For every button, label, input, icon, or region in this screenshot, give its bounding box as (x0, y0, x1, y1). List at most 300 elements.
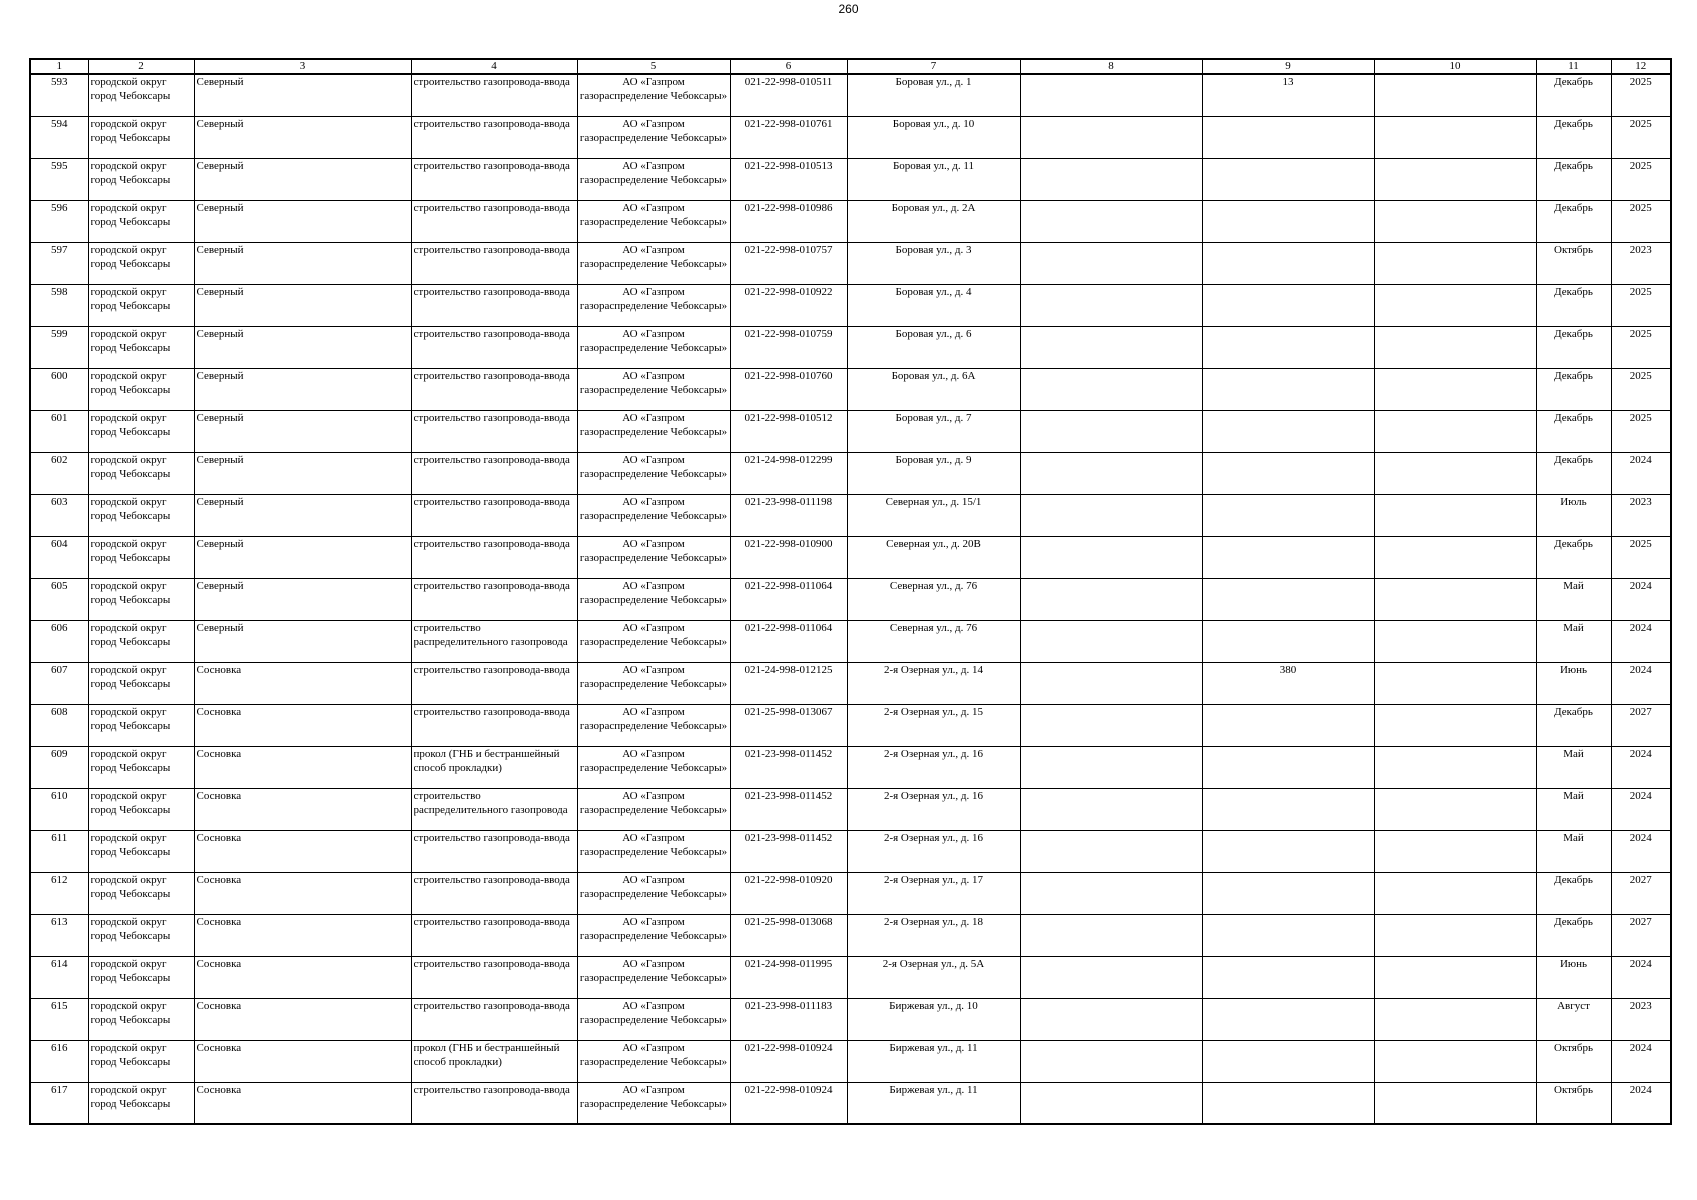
area-cell-text: Сосновка (196, 789, 242, 802)
code-cell-text: 021-22-998-010900 (744, 537, 833, 550)
month-cell (1536, 956, 1611, 998)
table-row (30, 914, 1671, 956)
area-cell-text: Северный (196, 159, 244, 172)
month-cell-text: Октябрь (1554, 1083, 1593, 1096)
organization-cell (577, 620, 730, 662)
column-10-cell (1374, 578, 1536, 620)
address-cell (847, 200, 1020, 242)
table-row (30, 284, 1671, 326)
row-number (30, 326, 88, 368)
work-type-cell (411, 536, 577, 578)
work-type-cell (411, 494, 577, 536)
column-9-cell (1202, 200, 1374, 242)
code-cell (730, 116, 847, 158)
organization-cell (577, 914, 730, 956)
row-number (30, 158, 88, 200)
month-cell-text: Декабрь (1554, 873, 1593, 886)
year-cell-text: 2023 (1629, 495, 1652, 508)
column-10-cell (1374, 158, 1536, 200)
month-cell-text: Май (1563, 831, 1584, 844)
table-row (30, 410, 1671, 452)
address-cell-text: Боровая ул., д. 4 (895, 285, 972, 298)
code-cell-text: 021-23-998-011452 (744, 747, 833, 760)
code-cell-text: 021-23-998-011452 (744, 789, 833, 802)
table-row (30, 200, 1671, 242)
code-cell-text: 021-23-998-011198 (744, 495, 833, 508)
address-cell-text: Боровая ул., д. 3 (895, 243, 972, 256)
work-type-cell-text: строительство газопровода-ввода (413, 957, 570, 970)
organization-cell (577, 368, 730, 410)
year-cell (1611, 1040, 1671, 1082)
year-cell (1611, 368, 1671, 410)
column-10-cell (1374, 830, 1536, 872)
district-cell (88, 704, 194, 746)
organization-cell (577, 956, 730, 998)
year-cell-text: 2027 (1629, 915, 1652, 928)
year-cell-text: 2023 (1629, 999, 1652, 1012)
row-number-text: 613 (51, 915, 68, 928)
month-cell (1536, 116, 1611, 158)
organization-cell-text: АО «Газпром газораспределение Чебоксары» (579, 285, 728, 312)
code-cell (730, 1082, 847, 1124)
organization-cell (577, 662, 730, 704)
area-cell-text: Сосновка (196, 663, 242, 676)
year-cell-text: 2024 (1629, 453, 1652, 466)
month-cell-text: Июль (1560, 495, 1587, 508)
district-cell (88, 452, 194, 494)
work-type-cell (411, 956, 577, 998)
year-cell (1611, 1082, 1671, 1124)
year-cell (1611, 536, 1671, 578)
month-cell (1536, 788, 1611, 830)
column-10-cell (1374, 74, 1536, 116)
district-cell-text: городской округ город Чебоксары (90, 915, 171, 942)
address-cell (847, 158, 1020, 200)
column-8-cell (1020, 704, 1202, 746)
address-cell-text: Северная ул., д. 20В (886, 537, 981, 550)
work-type-cell-text: строительство газопровода-ввода (413, 159, 570, 172)
area-cell (194, 242, 411, 284)
organization-cell-text: АО «Газпром газораспределение Чебоксары» (579, 411, 728, 438)
table-row (30, 242, 1671, 284)
district-cell-text: городской округ город Чебоксары (90, 327, 171, 354)
year-cell-text: 2025 (1629, 327, 1652, 340)
district-cell-text: городской округ город Чебоксары (90, 663, 171, 690)
district-cell-text: городской округ город Чебоксары (90, 453, 171, 480)
work-type-cell (411, 662, 577, 704)
row-number (30, 662, 88, 704)
month-cell (1536, 746, 1611, 788)
district-cell (88, 662, 194, 704)
column-header: 12 (1611, 59, 1671, 74)
area-cell-text: Северный (196, 76, 244, 88)
organization-cell (577, 746, 730, 788)
column-10-cell (1374, 914, 1536, 956)
column-9-cell (1202, 326, 1374, 368)
organization-cell-text: АО «Газпром газораспределение Чебоксары» (579, 999, 728, 1026)
month-cell (1536, 494, 1611, 536)
column-8-cell (1020, 452, 1202, 494)
organization-cell (577, 452, 730, 494)
area-cell-text: Сосновка (196, 831, 242, 844)
row-number-text: 611 (51, 831, 68, 844)
year-cell-text: 2024 (1629, 663, 1652, 676)
work-type-cell (411, 914, 577, 956)
year-cell-text: 2024 (1629, 1083, 1652, 1096)
district-cell-text: городской округ город Чебоксары (90, 369, 171, 396)
address-cell-text: 2-я Озерная ул., д. 15 (883, 705, 984, 718)
column-10-cell (1374, 788, 1536, 830)
area-cell-text: Северный (196, 243, 244, 256)
column-9-cell (1202, 956, 1374, 998)
month-cell (1536, 74, 1611, 116)
year-cell-text: 2024 (1629, 621, 1652, 634)
year-cell (1611, 998, 1671, 1040)
district-cell (88, 242, 194, 284)
work-type-cell (411, 620, 577, 662)
area-cell-text: Сосновка (196, 1041, 242, 1054)
work-type-cell (411, 788, 577, 830)
table-row (30, 158, 1671, 200)
table-row (30, 704, 1671, 746)
work-type-cell (411, 368, 577, 410)
column-10-cell (1374, 662, 1536, 704)
address-cell-text: Северная ул., д. 76 (889, 579, 978, 592)
organization-cell-text: АО «Газпром газораспределение Чебоксары» (579, 579, 728, 606)
column-8-cell (1020, 620, 1202, 662)
work-type-cell (411, 872, 577, 914)
district-cell (88, 410, 194, 452)
district-cell-text: городской округ город Чебоксары (90, 76, 171, 102)
column-10-cell (1374, 410, 1536, 452)
column-9-cell (1202, 116, 1374, 158)
column-9-cell (1202, 74, 1374, 116)
table-row (30, 74, 1671, 116)
column-10-cell (1374, 998, 1536, 1040)
district-cell-text: городской округ город Чебоксары (90, 999, 171, 1026)
year-cell (1611, 662, 1671, 704)
work-type-cell (411, 242, 577, 284)
district-cell (88, 956, 194, 998)
code-cell (730, 1040, 847, 1082)
work-type-cell-text: строительство газопровода-ввода (413, 915, 570, 928)
year-cell (1611, 872, 1671, 914)
table-row (30, 662, 1671, 704)
column-10-cell (1374, 1040, 1536, 1082)
work-type-cell (411, 998, 577, 1040)
district-cell-text: городской округ город Чебоксары (90, 285, 171, 312)
row-number-text: 607 (51, 663, 68, 676)
month-cell-text: Октябрь (1554, 243, 1593, 256)
column-10-cell (1374, 872, 1536, 914)
address-cell-text: 2-я Озерная ул., д. 18 (883, 915, 984, 928)
column-8-cell (1020, 242, 1202, 284)
row-number-text: 603 (51, 495, 68, 508)
code-cell-text: 021-25-998-013067 (744, 705, 833, 718)
district-cell-text: городской округ город Чебоксары (90, 831, 171, 858)
table-row (30, 788, 1671, 830)
address-cell (847, 494, 1020, 536)
month-cell-text: Май (1563, 789, 1584, 802)
column-9-cell (1202, 1082, 1374, 1124)
year-cell-text: 2024 (1629, 957, 1652, 970)
month-cell-text: Май (1563, 621, 1584, 634)
work-type-cell-text: строительство газопровода-ввода (413, 243, 570, 256)
month-cell-text: Август (1557, 999, 1590, 1012)
code-cell (730, 536, 847, 578)
work-type-cell-text: строительство газопровода-ввода (413, 369, 570, 382)
column-9-cell (1202, 1040, 1374, 1082)
row-number-text: 602 (51, 453, 68, 466)
code-cell-text: 021-25-998-013068 (744, 915, 833, 928)
row-number (30, 914, 88, 956)
month-cell-text: Декабрь (1554, 201, 1593, 214)
row-number (30, 284, 88, 326)
district-cell (88, 830, 194, 872)
district-cell-text: городской округ город Чебоксары (90, 495, 171, 522)
column-10-cell (1374, 746, 1536, 788)
district-cell-text: городской округ город Чебоксары (90, 1041, 171, 1068)
work-type-cell-text: строительство газопровода-ввода (413, 285, 570, 298)
row-number-text: 615 (51, 999, 68, 1012)
organization-cell-text: АО «Газпром газораспределение Чебоксары» (579, 495, 728, 522)
work-type-cell-text: строительство газопровода-ввода (413, 1083, 570, 1096)
work-type-cell (411, 704, 577, 746)
work-type-cell (411, 410, 577, 452)
district-cell (88, 536, 194, 578)
area-cell (194, 494, 411, 536)
work-type-cell (411, 326, 577, 368)
column-8-cell (1020, 368, 1202, 410)
organization-cell (577, 326, 730, 368)
organization-cell (577, 242, 730, 284)
code-cell-text: 021-22-998-010924 (744, 1083, 833, 1096)
district-cell (88, 284, 194, 326)
organization-cell-text: АО «Газпром газораспределение Чебоксары» (579, 159, 728, 186)
district-cell (88, 998, 194, 1040)
district-cell (88, 578, 194, 620)
address-cell (847, 284, 1020, 326)
district-cell (88, 74, 194, 116)
address-cell (847, 410, 1020, 452)
address-cell (847, 746, 1020, 788)
area-cell-text: Северный (196, 579, 244, 592)
code-cell (730, 284, 847, 326)
column-9-cell (1202, 998, 1374, 1040)
code-cell-text: 021-22-998-010512 (744, 411, 833, 424)
area-cell (194, 452, 411, 494)
organization-cell (577, 1040, 730, 1082)
row-number (30, 998, 88, 1040)
column-10-cell (1374, 1082, 1536, 1124)
row-number (30, 536, 88, 578)
row-number-text: 595 (51, 159, 68, 172)
address-cell (847, 872, 1020, 914)
address-cell-text: 2-я Озерная ул., д. 16 (883, 747, 984, 760)
year-cell (1611, 914, 1671, 956)
year-cell (1611, 578, 1671, 620)
column-header: 7 (847, 59, 1020, 74)
address-cell (847, 1082, 1020, 1124)
code-cell-text: 021-22-998-010757 (744, 243, 833, 256)
column-10-cell (1374, 200, 1536, 242)
work-type-cell (411, 830, 577, 872)
area-cell-text: Северный (196, 537, 244, 550)
month-cell-text: Декабрь (1554, 705, 1593, 718)
area-cell (194, 872, 411, 914)
column-9-cell (1202, 158, 1374, 200)
code-cell-text: 021-22-998-010759 (744, 327, 833, 340)
organization-cell (577, 410, 730, 452)
code-cell-text: 021-24-998-011995 (744, 957, 833, 970)
table-row (30, 956, 1671, 998)
column-10-cell (1374, 536, 1536, 578)
row-number (30, 704, 88, 746)
month-cell (1536, 578, 1611, 620)
organization-cell-text: АО «Газпром газораспределение Чебоксары» (579, 957, 728, 984)
area-cell-text: Северный (196, 201, 244, 214)
district-cell-text: городской округ город Чебоксары (90, 201, 171, 228)
district-cell (88, 872, 194, 914)
page-number: 260 (838, 2, 859, 16)
year-cell-text: 2024 (1629, 789, 1652, 802)
organization-cell-text: АО «Газпром газораспределение Чебоксары» (579, 327, 728, 354)
address-cell-text: Боровая ул., д. 11 (892, 159, 974, 172)
code-cell (730, 578, 847, 620)
month-cell (1536, 1040, 1611, 1082)
organization-cell-text: АО «Газпром газораспределение Чебоксары» (579, 915, 728, 942)
area-cell (194, 1082, 411, 1124)
organization-cell-text: АО «Газпром газораспределение Чебоксары» (579, 117, 728, 144)
table-row (30, 746, 1671, 788)
code-cell-text: 021-22-998-010761 (744, 117, 833, 130)
code-cell-text: 021-22-998-010760 (744, 369, 833, 382)
address-cell (847, 662, 1020, 704)
year-cell-text: 2023 (1629, 243, 1652, 256)
row-number (30, 1040, 88, 1082)
month-cell-text: Октябрь (1554, 1041, 1593, 1054)
work-type-cell (411, 452, 577, 494)
work-type-cell-text: строительство распределительного газопровода (413, 621, 568, 648)
row-number-text: 597 (51, 243, 68, 256)
area-cell (194, 662, 411, 704)
header-row (30, 59, 1671, 74)
address-cell-text: Биржевая ул., д. 10 (889, 999, 978, 1012)
column-8-cell (1020, 998, 1202, 1040)
address-cell-text: Боровая ул., д. 9 (895, 453, 972, 466)
district-cell-text: городской округ город Чебоксары (90, 747, 171, 774)
address-cell (847, 788, 1020, 830)
organization-cell-text: АО «Газпром газораспределение Чебоксары» (579, 537, 728, 564)
year-cell-text: 2025 (1629, 201, 1652, 214)
code-cell-text: 021-22-998-010924 (744, 1041, 833, 1054)
area-cell (194, 410, 411, 452)
table-row (30, 116, 1671, 158)
year-cell (1611, 620, 1671, 662)
month-cell-text: Декабрь (1554, 285, 1593, 298)
address-cell (847, 704, 1020, 746)
column-10-cell (1374, 368, 1536, 410)
organization-cell (577, 284, 730, 326)
table-row (30, 1040, 1671, 1082)
area-cell (194, 1040, 411, 1082)
column-header: 3 (194, 59, 411, 74)
code-cell (730, 242, 847, 284)
area-cell (194, 536, 411, 578)
organization-cell-text: АО «Газпром газораспределение Чебоксары» (579, 243, 728, 270)
area-cell (194, 746, 411, 788)
column-header: 8 (1020, 59, 1202, 74)
column-8-cell (1020, 536, 1202, 578)
district-cell (88, 914, 194, 956)
address-cell-text: Боровая ул., д. 2А (891, 201, 976, 214)
row-number-text: 600 (51, 369, 68, 382)
year-cell (1611, 830, 1671, 872)
month-cell (1536, 200, 1611, 242)
work-type-cell (411, 284, 577, 326)
work-type-cell-text: прокол (ГНБ и бестраншейный способ прокладки) (413, 747, 560, 774)
area-cell (194, 788, 411, 830)
year-cell (1611, 326, 1671, 368)
row-number (30, 620, 88, 662)
area-cell (194, 74, 411, 116)
column-9-cell (1202, 830, 1374, 872)
column-8-cell (1020, 746, 1202, 788)
work-type-cell-text: строительство газопровода-ввода (413, 831, 570, 844)
organization-cell (577, 788, 730, 830)
row-number-text: 605 (51, 579, 68, 592)
code-cell-text: 021-22-998-010922 (744, 285, 833, 298)
address-cell (847, 368, 1020, 410)
year-cell-text: 2024 (1629, 831, 1652, 844)
column-8-cell (1020, 410, 1202, 452)
row-number-text: 599 (51, 327, 68, 340)
district-cell (88, 116, 194, 158)
row-number (30, 1082, 88, 1124)
area-cell-text: Сосновка (196, 915, 242, 928)
column-8-cell (1020, 326, 1202, 368)
area-cell-text: Северный (196, 621, 244, 634)
organization-cell (577, 578, 730, 620)
row-number-text: 604 (51, 537, 68, 550)
year-cell (1611, 788, 1671, 830)
row-number (30, 368, 88, 410)
column-8-cell (1020, 578, 1202, 620)
area-cell-text: Северный (196, 327, 244, 340)
organization-cell (577, 1082, 730, 1124)
address-cell-text: Биржевая ул., д. 11 (889, 1083, 978, 1096)
month-cell-text: Декабрь (1554, 453, 1593, 466)
district-cell (88, 326, 194, 368)
district-cell-text: городской округ город Чебоксары (90, 789, 171, 816)
organization-cell-text: АО «Газпром газораспределение Чебоксары» (579, 1041, 728, 1068)
address-cell (847, 914, 1020, 956)
column-9-cell (1202, 536, 1374, 578)
column-header: 11 (1536, 59, 1611, 74)
month-cell-text: Декабрь (1554, 915, 1593, 928)
row-number (30, 452, 88, 494)
area-cell (194, 956, 411, 998)
row-number (30, 872, 88, 914)
work-type-cell (411, 158, 577, 200)
area-cell (194, 578, 411, 620)
code-cell (730, 410, 847, 452)
work-type-cell-text: строительство газопровода-ввода (413, 327, 570, 340)
month-cell-text: Декабрь (1554, 76, 1593, 88)
organization-cell-text: АО «Газпром газораспределение Чебоксары» (579, 201, 728, 228)
table-row (30, 494, 1671, 536)
code-cell (730, 830, 847, 872)
